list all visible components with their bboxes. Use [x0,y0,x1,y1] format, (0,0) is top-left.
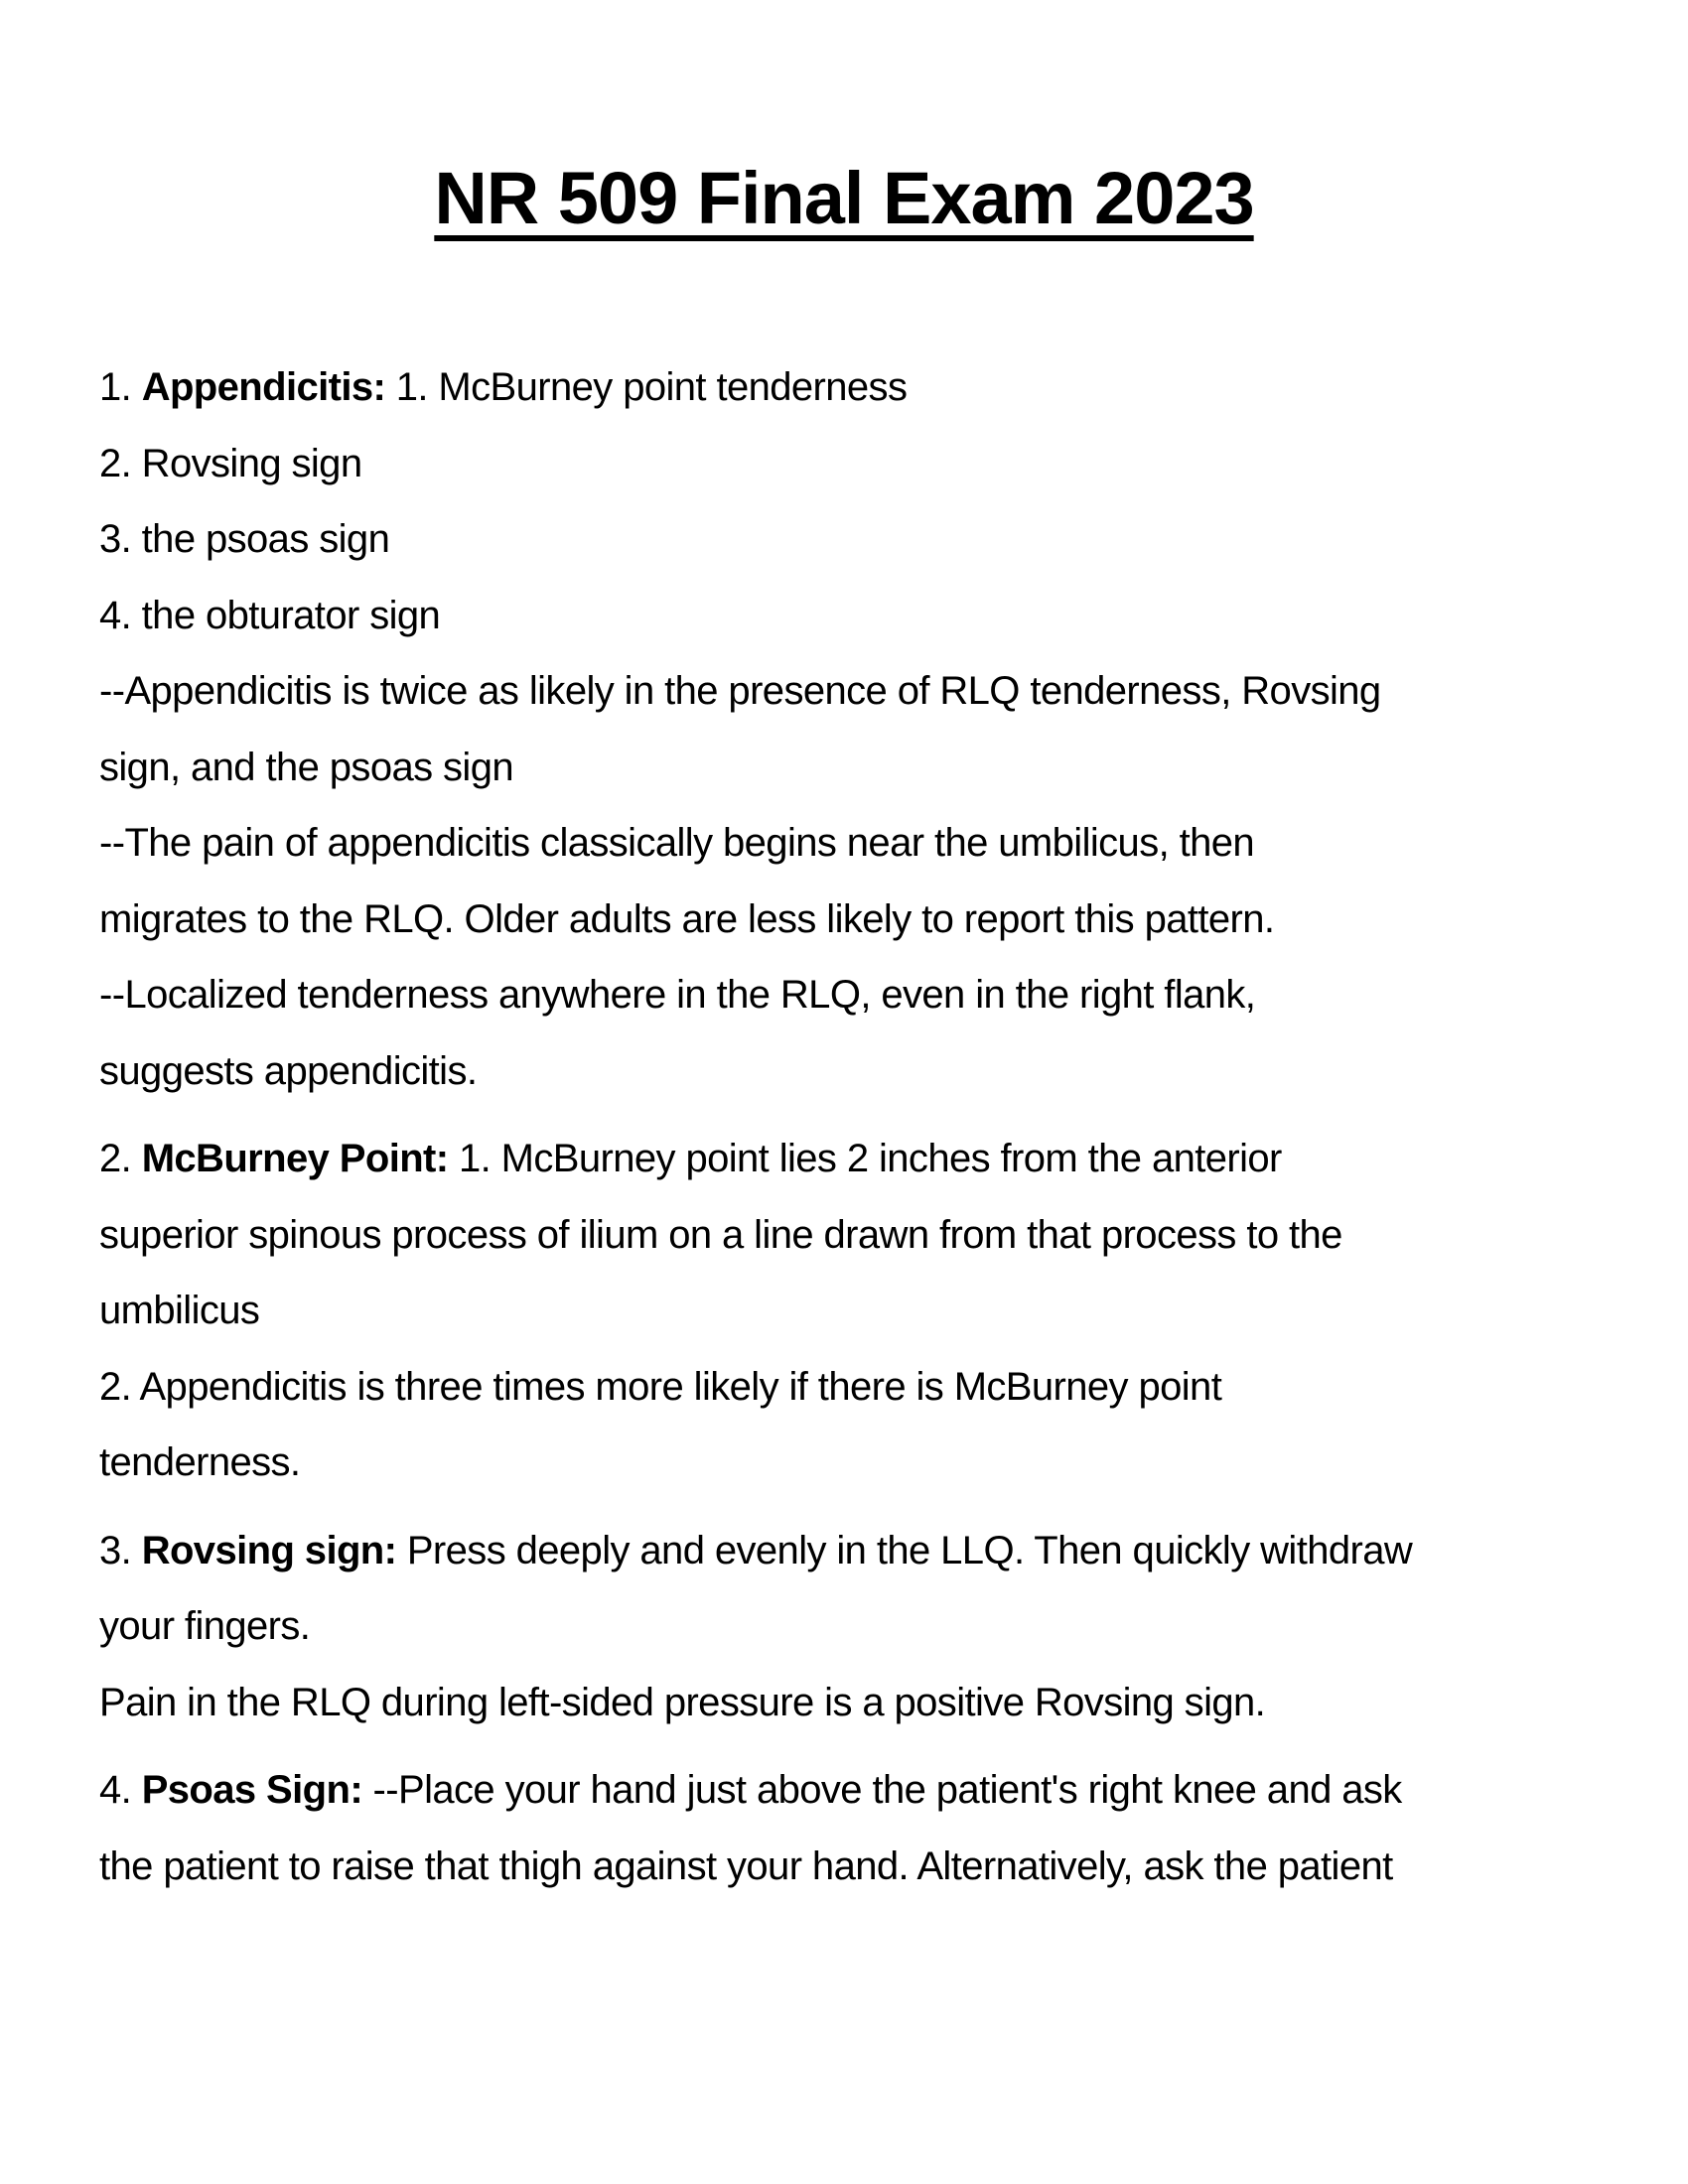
section-number: 4. [99,1768,132,1812]
section-text: Press deeply and evenly in the LLQ. Then quickly withdraw [396,1528,1413,1572]
section-heading-line [99,1121,1609,1197]
section-text: 1. McBurney point lies 2 inches from the anterior [448,1137,1282,1180]
page-title [0,149,1688,248]
section-heading-line [99,1513,1609,1589]
section-text: 1. McBurney point tenderness [385,365,908,409]
section-text-line: tenderness. [99,1440,301,1484]
section-text-line: migrates to the RLQ. Older adults are less likely to report this pattern. [99,896,1275,941]
section-mcburney-point [99,1121,1609,1501]
section-rovsing-sign [99,1513,1609,1741]
section-text-line: Pain in the RLQ during left-sided pressure is a positive Rovsing sign. [99,1680,1266,1724]
section-text-line: 3. the psoas sign [99,517,390,561]
section-number: 3. [99,1528,132,1572]
section-text-line: sign, and the psoas sign [99,745,514,789]
section-heading: Rovsing sign: [141,1528,397,1572]
section-text-line: 4. the obturator sign [99,593,441,637]
section-text-line: 2. Rovsing sign [99,441,362,485]
section-text-line: the patient to raise that thigh against your hand. Alternatively, ask the patient [99,1843,1393,1888]
section-text-line: 2. Appendicitis is three times more likely if there is McBurney point [99,1364,1222,1409]
section-heading: McBurney Point: [141,1137,449,1180]
section-number: 1. [99,365,132,409]
section-heading: Psoas Sign: [141,1768,363,1812]
section-psoas-sign [99,1752,1609,1904]
section-text-line: --Appendicitis is twice as likely in the presence of RLQ tenderness, Rovsing [99,669,1381,713]
section-heading-line [99,349,1609,426]
section-appendicitis [99,349,1609,1109]
section-heading: Appendicitis: [141,365,386,409]
section-text: --Place your hand just above the patient's right knee and ask [362,1768,1402,1812]
section-heading-line [99,1752,1609,1829]
section-text-line: umbilicus [99,1289,260,1332]
section-text-line: suggests appendicitis. [99,1048,478,1093]
section-text-line: superior spinous process of ilium on a line drawn from that process to the [99,1212,1342,1257]
section-text-line: --Localized tenderness anywhere in the RLQ, even in the right flank, [99,973,1256,1017]
document-body [99,349,1609,1916]
section-number: 2. [99,1137,132,1180]
section-text-line: --The pain of appendicitis classically begins near the umbilicus, then [99,821,1255,865]
section-text-line: your fingers. [99,1604,311,1648]
page-title-text: NR 509 Final Exam 2023 [434,157,1254,239]
